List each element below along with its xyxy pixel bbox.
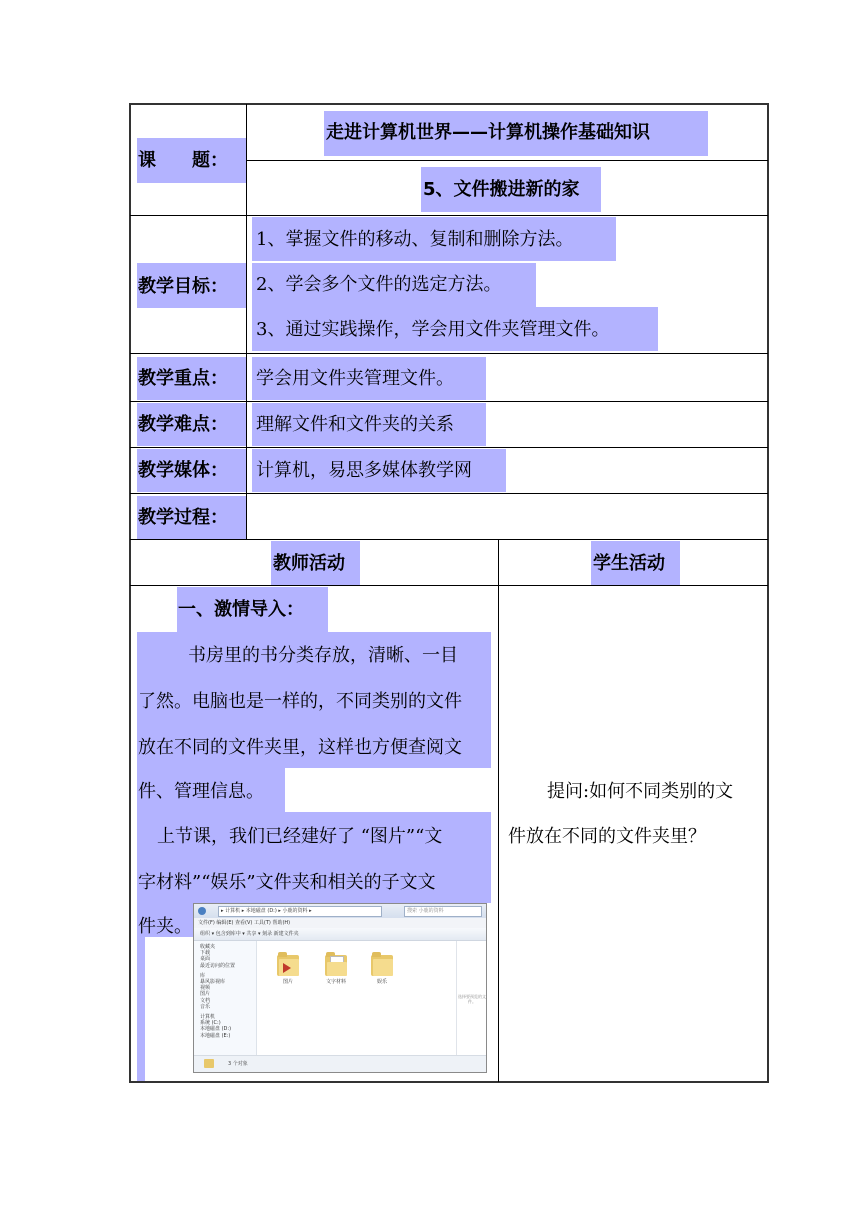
navigation-pane [194, 941, 257, 1059]
folder-icon [371, 952, 393, 976]
nav-item: 音乐 [200, 1003, 211, 1010]
nav-item: 计算机 [200, 1014, 216, 1021]
table-left-border [129, 103, 131, 1083]
table-right-border [767, 103, 769, 1083]
paragraph1-line2: 了然。电脑也是一样的，不同类别的文件 [138, 691, 462, 712]
status-bar [194, 1055, 486, 1072]
address-path: ▸ 计算机 ▸ 本地磁盘 (D:) ▸ 小鹿的资料 ▸ [218, 906, 382, 917]
process-label: 教学过程： [138, 507, 228, 528]
status-text: 3 个对象 [228, 1061, 248, 1067]
explorer-screenshot [193, 903, 487, 1073]
objective-3: 3、通过实践操作，学会用文件夹管理文件。 [256, 319, 610, 340]
folder-icon [204, 1059, 214, 1068]
media-label: 教学媒体： [138, 460, 228, 481]
nav-item: 收藏夹 [200, 944, 216, 950]
difficulty-label: 教学难点： [138, 414, 228, 435]
section-title: 一、激情导入： [178, 599, 304, 620]
paragraph2-line2: 字材料”“娱乐”文件夹和相关的子文文 [138, 872, 436, 893]
difficulty: 理解文件和文件夹的关系 [256, 414, 454, 435]
folder-icon [325, 952, 347, 976]
table-top-border [129, 103, 769, 105]
paragraph2-line3: 件夹。 [138, 916, 192, 937]
folder-label: 图片 [282, 979, 293, 985]
nav-item: 本地磁盘 (D:) [200, 1026, 232, 1033]
nav-item: 图片 [200, 991, 211, 998]
key-points: 学会用文件夹管理文件。 [256, 368, 454, 389]
preview-note: 选择要预览的文件。 [458, 994, 486, 1004]
nav-list [200, 944, 235, 1039]
nav-item: 暴风影视库 [200, 979, 226, 986]
toolbar: 组织 ▾ 包含到库中 ▾ 共享 ▾ 刻录 新建文件夹 [194, 928, 487, 941]
nav-item: 下载 [200, 950, 211, 957]
folder-label: 娱乐 [376, 979, 387, 985]
objectives-label: 教学目标： [138, 276, 228, 297]
student-line1: 提问:如何不同类别的文 [547, 781, 734, 802]
topic-subtitle: 5、文件搬进新的家 [423, 179, 580, 200]
table-bottom-border [129, 1081, 769, 1083]
paragraph1-line3: 放在不同的文件夹里，这样也方便查阅文 [138, 737, 462, 758]
objective-1: 1、掌握文件的移动、复制和删除方法。 [256, 229, 574, 250]
folder-icon [277, 952, 299, 976]
back-icon [198, 907, 206, 915]
objective-2: 2、学会多个文件的选定方法。 [256, 274, 502, 295]
nav-item: 库 [200, 972, 206, 979]
search-box: 搜索 小鹿的资料 [404, 906, 482, 917]
nav-item: 文档 [200, 997, 211, 1004]
nav-item: 系统 (C:) [200, 1020, 221, 1027]
paragraph1-line1: 书房里的书分类存放，清晰、一目 [188, 645, 458, 666]
folder-label: 文字材料 [325, 979, 346, 985]
topic-label: 课 题： [138, 150, 228, 171]
nav-item: 本地磁盘 (E:) [200, 1032, 231, 1039]
paragraph2-line1: 上节课，我们已经建好了 “图片”“文 [157, 826, 443, 847]
menu-bar: 文件(F) 编辑(E) 查看(V) 工具(T) 帮助(H) [194, 918, 487, 928]
nav-item: 桌面 [200, 956, 211, 963]
student-line2: 件放在不同的文件夹里？ [508, 826, 706, 847]
topic-title: 走进计算机世界——计算机操作基础知识 [326, 122, 650, 143]
key-points-label: 教学重点： [138, 368, 228, 389]
nav-item: 视频 [200, 985, 211, 992]
media: 计算机，易思多媒体教学网 [256, 460, 472, 481]
student-header: 学生活动 [593, 553, 665, 574]
media-play-icon [283, 963, 291, 973]
address-bar [194, 904, 486, 918]
teacher-header: 教师活动 [273, 553, 345, 574]
paragraph1-line4: 件、管理信息。 [138, 781, 264, 802]
nav-item: 最近访问的位置 [200, 962, 236, 969]
